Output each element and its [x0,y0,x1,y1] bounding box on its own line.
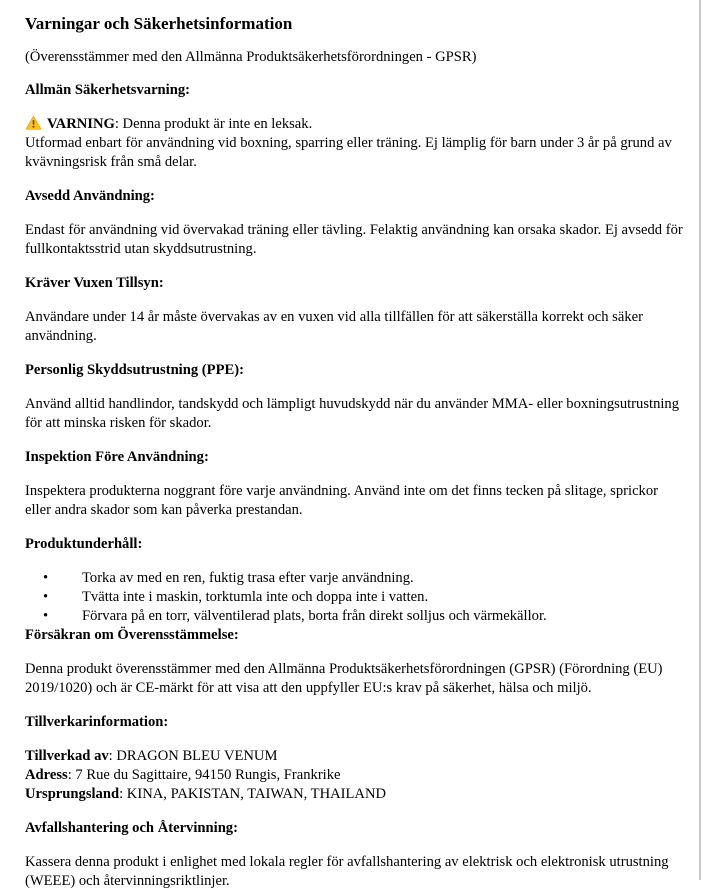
bullet-icon: • [43,589,49,605]
manufacturer-row [25,747,683,766]
heading-conformity: Försäkran om Överensstämmelse: [25,627,239,643]
origin-value: : KINA, PAKISTAN, TAIWAN, THAILAND [119,786,387,802]
bullet-icon: • [43,608,49,624]
manufacturer-info-block [25,747,683,804]
address-label: Adress [25,767,68,783]
list-item [25,588,683,607]
warning-body-text: Utformad enbart för användning vid boxning, sparring eller träning. Ej lämplig för barn under 3 år på grund av kvävningsrisk från små delar. [25,135,672,170]
warning-label: VARNING [47,116,115,132]
page-title: Varningar och Säkerhetsinformation [25,14,293,33]
adult-supervision-paragraph: Användare under 14 år måste övervakas av en vuxen vid alla tillfällen för att säkerställa korrekt och säker användning. [25,309,643,344]
manufacturer-label: Tillverkad av [25,748,109,764]
bullet-text: Torka av med en ren, fuktig trasa efter varje användning. [82,570,414,586]
warning-line [25,115,683,134]
intended-use-paragraph: Endast för användning vid övervakad träning eller tävling. Felaktig användning kan orsaka skador. Ej avsedd för fullkontaktsstrid utan skyddsutrustning. [25,222,683,257]
warning-triangle-icon [25,115,42,130]
bullet-spacer [55,588,82,607]
list-item [25,607,683,626]
manufacturer-value: : DRAGON BLEU VENUM [108,748,278,764]
maintenance-bullet-list [25,569,683,626]
general-warning-paragraph [25,115,683,172]
document-subtitle: (Överensstämmer med den Allmänna Produktsäkerhetsförordningen - GPSR) [25,49,477,65]
address-row [25,766,683,785]
origin-label: Ursprungsland [25,786,120,802]
ppe-paragraph: Använd alltid handlindor, tandskydd och lämpligt huvudskydd när du använder MMA- eller boxningsutrustning för att minska risken för skador. [25,396,680,431]
origin-row [25,785,683,804]
bullet-text: Tvätta inte i maskin, torktumla inte och doppa inte i vatten. [82,589,429,605]
heading-maintenance: Produktunderhåll: [25,536,143,552]
heading-adult-supervision: Kräver Vuxen Tillsyn: [25,275,164,291]
conformity-paragraph: Denna produkt överensstämmer med den Allmänna Produktsäkerhetsförordningen (GPSR) (Förordning (EU) 2019/1020) och är CE-märkt för att visa att den uppfyller EU:s krav på säkerhet, hälsa och miljö. [25,661,663,696]
bullet-icon: • [43,570,49,586]
bullet-text: Förvara på en torr, välventilerad plats, borta från direkt solljus och värmekällor. [82,608,547,624]
inspection-paragraph: Inspektera produkterna noggrant före varje användning. Använd inte om det finns tecken på slitage, sprickor eller andra skador som kan påverka prestandan. [25,483,659,518]
list-item [25,569,683,588]
address-value: : 7 Rue du Sagittaire, 94150 Rungis, Frankrike [67,767,341,783]
heading-general-safety-warning: Allmän Säkerhetsvarning: [25,82,190,98]
heading-intended-use: Avsedd Användning: [25,188,155,204]
heading-manufacturer-info: Tillverkarinformation: [25,714,169,730]
heading-inspection: Inspektion Före Användning: [25,449,209,465]
disposal-paragraph: Kassera denna produkt i enlighet med lokala regler för avfallshantering av elektrisk och elektronisk utrustning (WEEE) och återvinningsriktlinjer. [25,854,669,889]
warning-sentence: : Denna produkt är inte en leksak. [114,116,313,132]
page-edge-line [699,0,701,880]
bullet-spacer [55,607,82,626]
heading-ppe: Personlig Skyddsutrustning (PPE): [25,362,244,378]
heading-disposal: Avfallshantering och Återvinning: [25,820,238,836]
bullet-spacer [55,569,82,588]
